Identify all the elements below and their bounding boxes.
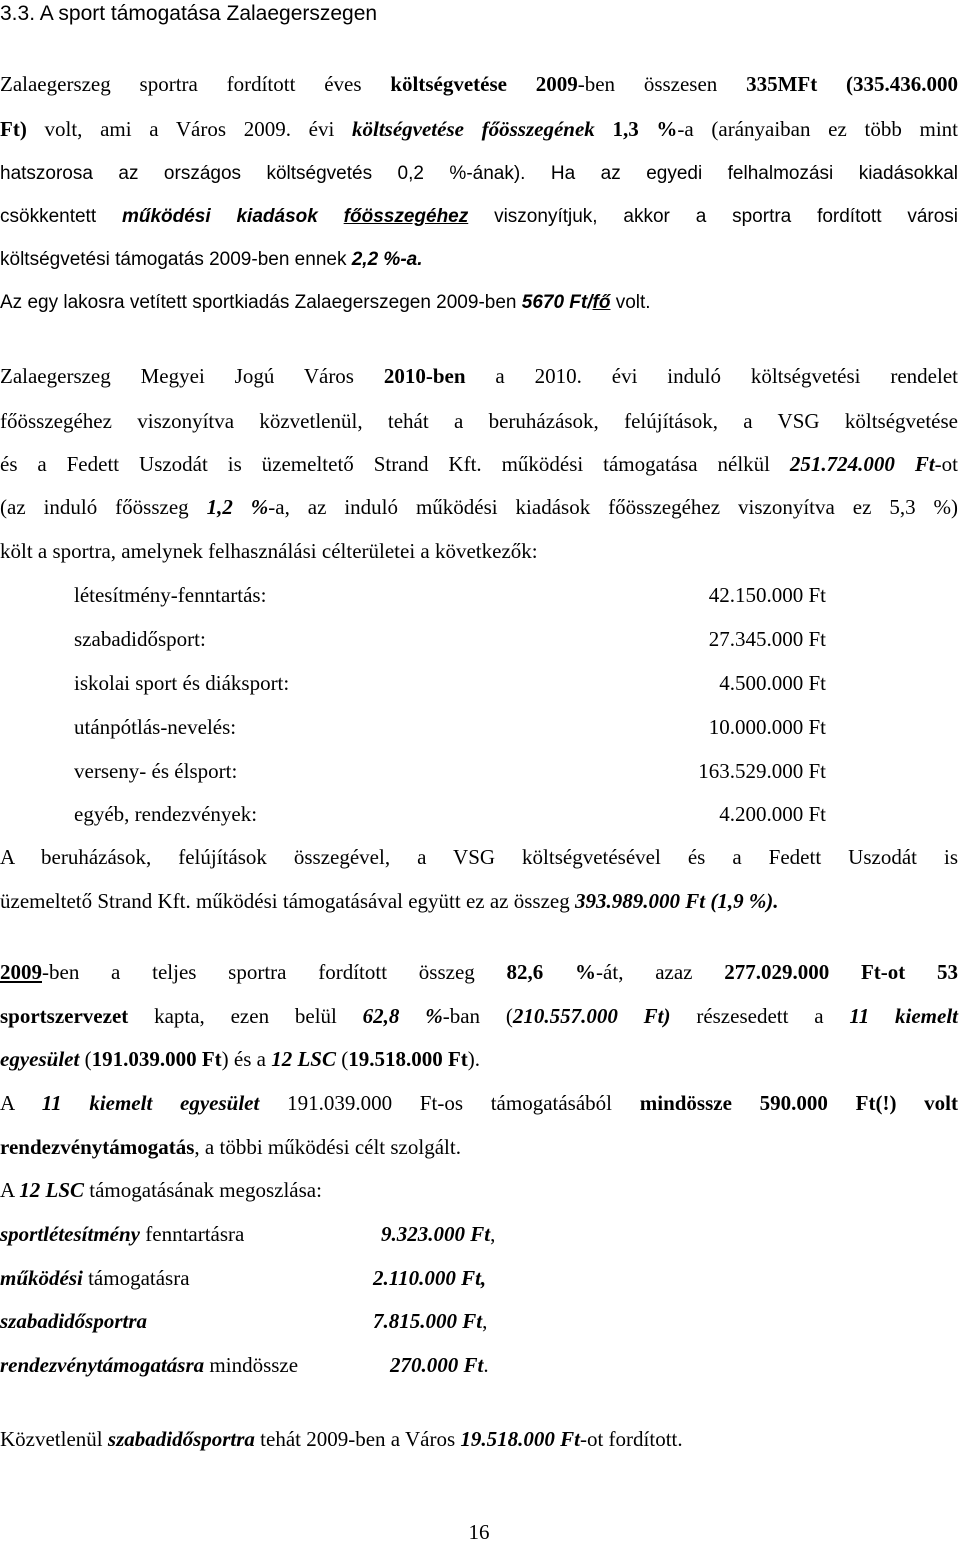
p4-line-1: 2009-ben a teljes sportra fordított összeg 82,6 %-át, azaz 277.029.000 Ft-ot 53 xyxy=(0,960,959,984)
spending-value: 4.200.000 Ft xyxy=(719,802,826,826)
section-heading xyxy=(0,2,377,26)
p6-line: A 12 LSC támogatásának megoszlása: xyxy=(0,1178,322,1202)
p1-line-2: Ft) volt, ami a Város 2009. évi költségvetése főösszegének 1,3 %-a (arányaiban ez több mint xyxy=(0,117,958,141)
lsc-value: 270.000 Ft. xyxy=(390,1353,489,1377)
spending-value: 42.150.000 Ft xyxy=(708,583,826,607)
spending-value: 4.500.000 Ft xyxy=(719,671,826,695)
lsc-value: 9.323.000 Ft, xyxy=(381,1222,496,1246)
spending-label: létesítmény-fenntartás: xyxy=(74,583,267,607)
p4-line-2: sportszervezet kapta, ezen belül 62,8 %-ban (210.557.000 Ft) részesedett a 11 kiemelt xyxy=(0,1004,959,1028)
spending-value: 163.529.000 Ft xyxy=(698,759,826,783)
p3-line-1: A beruházások, felújítások összegével, a VSG költségvetésével és a Fedett Uszodát is xyxy=(0,845,958,869)
p1-line-3: hatszorosa az országos költségvetés 0,2 %-ának). Ha az egyedi felhalmozási kiadásokkal xyxy=(0,163,958,184)
section-number: 3.3. xyxy=(0,2,36,25)
p5-line-2: rendezvénytámogatás, a többi működési célt szolgált. xyxy=(0,1135,461,1159)
spending-label: egyéb, rendezvények: xyxy=(74,802,258,826)
p2-line-1: Zalaegerszeg Megyei Jogú Város 2010-ben a 2010. évi induló költségvetési rendelet xyxy=(0,364,958,388)
spending-label: utánpótlás-nevelés: xyxy=(74,715,237,739)
p2-line-4: (az induló főösszeg 1,2 %-a, az induló működési kiadások főösszegéhez viszonyítva ez 5,3 %) xyxy=(0,495,958,519)
p5-line-1: A 11 kiemelt egyesület 191.039.000 Ft-os támogatásából mindössze 590.000 Ft(!) volt xyxy=(0,1091,958,1115)
p1-line-1: Zalaegerszeg sportra fordított éves költségvetése 2009-ben összesen 335MFt (335.436.000 xyxy=(0,72,959,96)
page-number: 16 xyxy=(468,1520,490,1544)
p1-line-5: költségvetési támogatás 2009-ben ennek 2,2 %-a. xyxy=(0,249,423,270)
p4-line-3: egyesület (191.039.000 Ft) és a 12 LSC (19.518.000 Ft). xyxy=(0,1047,481,1071)
lsc-label: rendezvénytámogatásra mindössze xyxy=(0,1353,299,1377)
p7-line: Közvetlenül szabadidősportra tehát 2009-ben a Város 19.518.000 Ft-ot fordított. xyxy=(0,1427,683,1451)
lsc-label: sportlétesítmény fenntartásra xyxy=(0,1222,245,1246)
lsc-value: 2.110.000 Ft, xyxy=(373,1266,487,1290)
spending-value: 27.345.000 Ft xyxy=(708,627,826,651)
p3-line-2: üzemeltető Strand Kft. működési támogatásával együtt ez az összeg 393.989.000 Ft (1,9 %). xyxy=(0,889,779,913)
lsc-label: működési támogatásra xyxy=(0,1266,190,1290)
p1-line-6: Az egy lakosra vetített sportkiadás Zalaegerszegen 2009-ben 5670 Ft/fő volt. xyxy=(0,292,651,313)
lsc-value: 7.815.000 Ft, xyxy=(373,1309,488,1333)
section-title: A sport támogatása Zalaegerszegen xyxy=(39,2,378,25)
spending-label: iskolai sport és diáksport: xyxy=(74,671,290,695)
p2-line-2: főösszegéhez viszonyítva közvetlenül, tehát a beruházások, felújítások, a VSG költségvetése xyxy=(0,409,958,433)
p2-line-3: és a Fedett Uszodát is üzemeltető Strand Kft. működési támogatása nélkül 251.724.000 Ft-ot xyxy=(0,452,958,476)
p1-line-4: csökkentett működési kiadások főösszegéhez viszonyítjuk, akkor a sportra fordított városi xyxy=(0,206,959,227)
spending-value: 10.000.000 Ft xyxy=(708,715,826,739)
spending-label: verseny- és élsport: xyxy=(74,759,238,783)
lsc-label: szabadidősportra xyxy=(0,1309,148,1333)
spending-label: szabadidősport: xyxy=(74,627,206,651)
p2-line-5: költ a sportra, amelynek felhasználási célterületei a következők: xyxy=(0,539,538,563)
